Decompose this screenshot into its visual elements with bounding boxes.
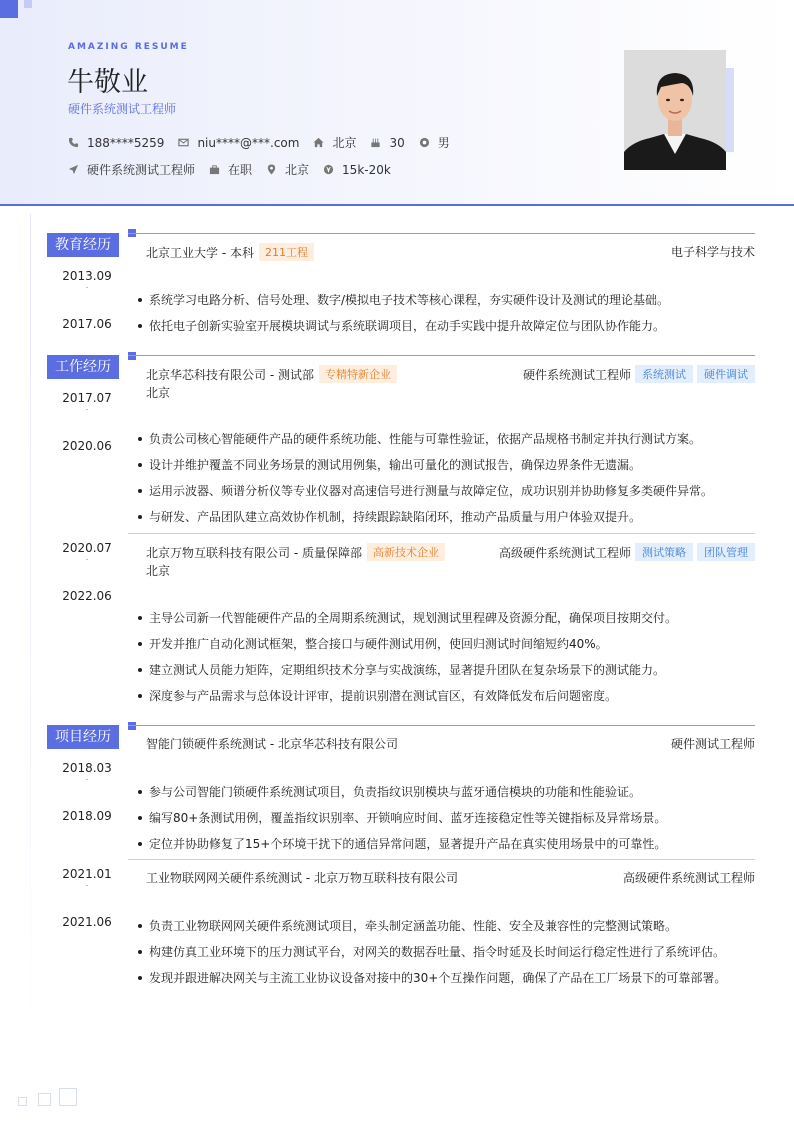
footer-decor-square	[38, 1093, 51, 1106]
section-work-tag: 工作经历	[47, 355, 119, 379]
project-name: 工业物联网网关硬件系统测试 - 北京万物互联科技有限公司	[146, 871, 458, 885]
education-school: 北京工业大学 - 本科 211工程	[146, 243, 314, 261]
work-city: 北京	[146, 564, 171, 578]
contact-home: 北京	[313, 134, 356, 151]
list-item: 设计并维护覆盖不同业务场景的测试用例集，输出可量化的测试报告，确保边界条件无遗漏。	[138, 452, 713, 478]
intent-row	[68, 161, 405, 178]
skill-badge: 团队管理	[697, 543, 755, 561]
date-range: 2021.01 - 2021.06	[62, 867, 112, 929]
intent-city: 北京	[266, 161, 309, 178]
section-projects-tag: 项目经历	[47, 725, 119, 749]
education-bullets	[138, 287, 669, 339]
list-item: 发现并跟进解决网关与主流工业协议设备对接中的30+个互操作问题，确保了产品在工厂场景下的可靠部署。	[138, 965, 726, 991]
salary-icon	[323, 164, 334, 175]
contact-email: niu****@***.com	[178, 136, 299, 150]
work-bullets	[138, 605, 677, 709]
company-tag-badge: 高新技术企业	[367, 543, 445, 561]
work-bullets	[138, 426, 713, 530]
send-icon	[68, 164, 79, 175]
contact-age: 30	[370, 136, 404, 150]
project-role: 硬件测试工程师	[670, 737, 755, 751]
list-item: 参与公司智能门锁硬件系统测试项目，负责指纹识别模块与蓝牙通信模块的功能和性能验证。	[138, 779, 666, 805]
list-item: 系统学习电路分析、信号处理、数字/模拟电子技术等核心课程，夯实硬件设计及测试的理论基础。	[138, 287, 669, 313]
briefcase-icon	[209, 164, 220, 175]
list-item: 编写80+条测试用例，覆盖指纹识别率、开锁响应时间、蓝牙连接稳定性等关键指标及异常场景。	[138, 805, 666, 831]
contact-gender: 男	[419, 134, 450, 151]
list-item: 构建仿真工业环境下的压力测试平台，对网关的数据吞吐量、指令时延及长时间运行稳定性进行了系统评估。	[138, 939, 726, 965]
list-item: 与研发、产品团队建立高效协作机制，持续跟踪缺陷闭环，推动产品质量与用户体验双提升。	[138, 504, 713, 530]
section-divider	[128, 233, 755, 234]
date-range: 2017.07 - 2020.06	[62, 391, 112, 453]
footer-decor-square	[59, 1088, 77, 1106]
gender-icon	[419, 137, 430, 148]
project-bullets	[138, 779, 666, 857]
home-icon	[313, 137, 324, 148]
left-rule-decor	[30, 214, 31, 1084]
list-item: 定位并协助修复了15+个环境干扰下的通信异常问题，显著提升产品在真实使用场景中的可靠性。	[138, 831, 666, 857]
intent-status: 在职	[209, 161, 252, 178]
intent-salary: 15k-20k	[323, 163, 391, 177]
section-marker	[128, 722, 136, 730]
work-role: 高级硬件系统测试工程师 测试策略 团队管理	[499, 543, 755, 561]
work-role: 硬件系统测试工程师 系统测试 硬件调试	[523, 365, 755, 383]
profile-photo-portrait	[624, 50, 726, 170]
profile-photo	[624, 50, 726, 170]
work-city: 北京	[146, 386, 171, 400]
location-icon	[266, 164, 277, 175]
candidate-title: 硬件系统测试工程师	[68, 102, 177, 116]
education-major: 电子科学与技术	[670, 245, 755, 259]
skill-badge: 测试策略	[635, 543, 693, 561]
phone-icon	[68, 137, 79, 148]
list-item: 主导公司新一代智能硬件产品的全周期系统测试，规划测试里程碑及资源分配，确保项目按期交付。	[138, 605, 677, 631]
cake-icon	[370, 137, 381, 148]
date-range: 2020.07 - 2022.06	[62, 541, 112, 603]
list-item: 负责公司核心智能硬件产品的硬件系统功能、性能与可靠性验证，依据产品规格书制定并执行测试方案。	[138, 426, 713, 452]
decor-square-small	[24, 0, 32, 8]
contact-row	[68, 134, 464, 151]
list-item: 负责工业物联网网关硬件系统测试项目，牵头制定涵盖功能、性能、安全及兼容性的完整测试策略。	[138, 913, 726, 939]
section-divider	[128, 725, 755, 726]
company-tag-badge: 专精特新企业	[319, 365, 397, 383]
footer-decor-square	[18, 1097, 27, 1106]
list-item: 深度参与产品需求与总体设计评审，提前识别潜在测试盲区，有效降低发布后问题密度。	[138, 683, 677, 709]
decor-square	[0, 0, 18, 18]
skill-badge: 硬件调试	[697, 365, 755, 383]
intent-position: 硬件系统测试工程师	[68, 161, 195, 178]
project-name: 智能门锁硬件系统测试 - 北京华芯科技有限公司	[146, 737, 398, 751]
section-education-tag: 教育经历	[47, 233, 119, 257]
list-item: 运用示波器、频谱分析仪等专业仪器对高速信号进行测量与故障定位，成功识别并协助修复多类硬件异常。	[138, 478, 713, 504]
entry-divider	[128, 533, 755, 534]
section-divider	[128, 355, 755, 356]
work-company: 北京华芯科技有限公司 - 测试部 专精特新企业	[146, 365, 397, 383]
candidate-name: 牛敬业	[67, 67, 148, 98]
list-item: 依托电子创新实验室开展模块调试与系统联调项目，在动手实践中提升故障定位与团队协作能力。	[138, 313, 669, 339]
list-item: 开发并推广自动化测试框架，整合接口与硬件测试用例，使回归测试时间缩短约40%。	[138, 631, 677, 657]
date-range: 2013.09 - 2017.06	[62, 269, 112, 331]
mail-icon	[178, 137, 189, 148]
contact-phone: 188****5259	[68, 136, 164, 150]
entry-divider	[128, 859, 755, 860]
resume-tagline: AMAZING RESUME	[68, 42, 189, 52]
skill-badge: 系统测试	[635, 365, 693, 383]
date-range: 2018.03 - 2018.09	[62, 761, 112, 823]
project-bullets	[138, 913, 726, 991]
list-item: 建立测试人员能力矩阵，定期组织技术分享与实战演练，显著提升团队在复杂场景下的测试能力。	[138, 657, 677, 683]
header-divider	[0, 204, 794, 206]
school-tag-badge: 211工程	[259, 243, 314, 261]
work-company: 北京万物互联科技有限公司 - 质量保障部 高新技术企业	[146, 543, 445, 561]
project-role: 高级硬件系统测试工程师	[622, 871, 755, 885]
section-marker	[128, 352, 136, 360]
